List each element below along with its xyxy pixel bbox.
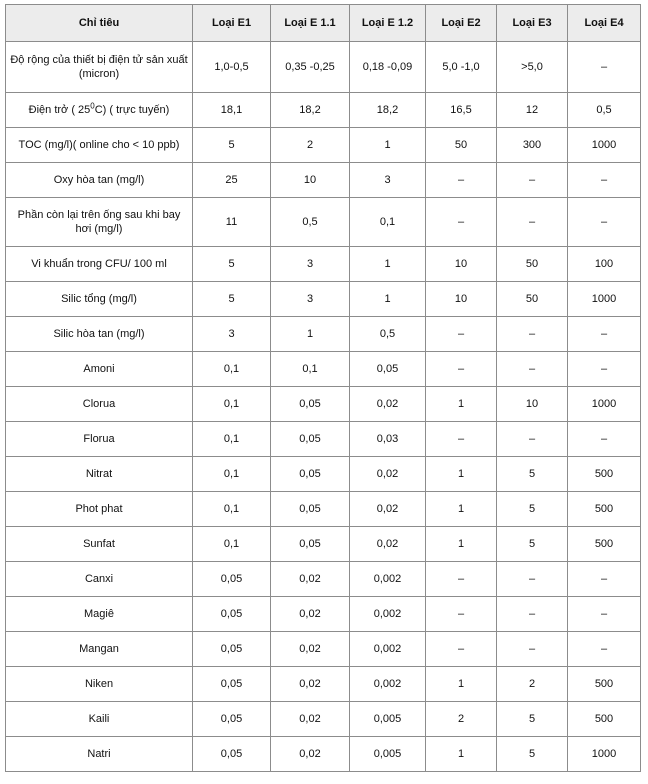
- value-cell: 0,05: [193, 562, 271, 597]
- value-cell: 1: [271, 317, 350, 352]
- value-cell: 1: [426, 457, 497, 492]
- parameter-name-cell: Clorua: [6, 387, 193, 422]
- parameter-name-cell: Amoni: [6, 352, 193, 387]
- value-cell: 5: [497, 737, 568, 772]
- value-cell: –: [568, 198, 641, 247]
- value-cell: 300: [497, 128, 568, 163]
- value-cell: –: [426, 163, 497, 198]
- value-cell: 1: [426, 527, 497, 562]
- value-cell: 0,002: [350, 632, 426, 667]
- value-cell: –: [426, 632, 497, 667]
- value-cell: 500: [568, 527, 641, 562]
- value-cell: –: [426, 562, 497, 597]
- water-quality-table-container: [5, 4, 641, 772]
- value-cell: 0,1: [193, 527, 271, 562]
- table-row: [6, 352, 641, 387]
- value-cell: 0,5: [271, 198, 350, 247]
- value-cell: 5: [497, 527, 568, 562]
- value-cell: 0,1: [193, 352, 271, 387]
- value-cell: 1000: [568, 282, 641, 317]
- value-cell: 0,03: [350, 422, 426, 457]
- parameter-name-part: C) ( trực tuyến): [94, 104, 170, 116]
- value-cell: –: [568, 562, 641, 597]
- value-cell: 2: [497, 667, 568, 702]
- table-row: [6, 457, 641, 492]
- table-row: [6, 42, 641, 93]
- value-cell: 0,02: [271, 597, 350, 632]
- value-cell: 0,1: [271, 352, 350, 387]
- value-cell: 0,02: [350, 387, 426, 422]
- value-cell: 25: [193, 163, 271, 198]
- value-cell: 0,05: [271, 492, 350, 527]
- value-cell: 5,0 -1,0: [426, 42, 497, 93]
- water-quality-table: [5, 4, 641, 772]
- header-cell: Loại E 1.2: [350, 5, 426, 42]
- table-row: [6, 562, 641, 597]
- parameter-name-cell: Oxy hòa tan (mg/l): [6, 163, 193, 198]
- value-cell: –: [497, 198, 568, 247]
- value-cell: 500: [568, 702, 641, 737]
- table-row: [6, 387, 641, 422]
- table-row: [6, 128, 641, 163]
- table-row: [6, 632, 641, 667]
- parameter-name-cell: Kaili: [6, 702, 193, 737]
- value-cell: –: [497, 422, 568, 457]
- value-cell: 11: [193, 198, 271, 247]
- value-cell: 0,005: [350, 737, 426, 772]
- value-cell: –: [568, 317, 641, 352]
- value-cell: 0,02: [350, 492, 426, 527]
- value-cell: –: [426, 597, 497, 632]
- value-cell: 3: [350, 163, 426, 198]
- value-cell: 0,02: [271, 632, 350, 667]
- header-row: [6, 5, 641, 42]
- value-cell: 0,1: [350, 198, 426, 247]
- value-cell: 1000: [568, 387, 641, 422]
- value-cell: 0,05: [271, 422, 350, 457]
- value-cell: 18,2: [271, 93, 350, 128]
- value-cell: –: [426, 422, 497, 457]
- parameter-name-cell: Sunfat: [6, 527, 193, 562]
- value-cell: 500: [568, 667, 641, 702]
- value-cell: 5: [497, 457, 568, 492]
- value-cell: 50: [497, 247, 568, 282]
- value-cell: 0,05: [193, 737, 271, 772]
- value-cell: 3: [193, 317, 271, 352]
- value-cell: 5: [193, 247, 271, 282]
- value-cell: 18,1: [193, 93, 271, 128]
- parameter-name-cell: Florua: [6, 422, 193, 457]
- parameter-name-cell: Nitrat: [6, 457, 193, 492]
- value-cell: 0,05: [271, 527, 350, 562]
- table-row: [6, 597, 641, 632]
- table-row: [6, 737, 641, 772]
- table-row: [6, 667, 641, 702]
- value-cell: 10: [426, 247, 497, 282]
- value-cell: 0,02: [271, 667, 350, 702]
- table-row: [6, 422, 641, 457]
- parameter-name-cell: Natri: [6, 737, 193, 772]
- value-cell: 2: [426, 702, 497, 737]
- parameter-name-cell: Vi khuẩn trong CFU/ 100 ml: [6, 247, 193, 282]
- value-cell: –: [568, 422, 641, 457]
- table-row: [6, 93, 641, 128]
- parameter-name-cell: Silic tổng (mg/l): [6, 282, 193, 317]
- value-cell: 0,05: [193, 702, 271, 737]
- value-cell: 0,05: [193, 632, 271, 667]
- value-cell: 0,02: [350, 527, 426, 562]
- value-cell: 1: [426, 492, 497, 527]
- header-cell: Loại E 1.1: [271, 5, 350, 42]
- value-cell: 0,05: [271, 387, 350, 422]
- value-cell: –: [497, 163, 568, 198]
- table-row: [6, 282, 641, 317]
- value-cell: –: [497, 597, 568, 632]
- header-cell: Loại E2: [426, 5, 497, 42]
- value-cell: –: [568, 632, 641, 667]
- value-cell: 0,05: [193, 597, 271, 632]
- value-cell: 5: [497, 702, 568, 737]
- value-cell: >5,0: [497, 42, 568, 93]
- value-cell: 50: [426, 128, 497, 163]
- value-cell: 0,02: [350, 457, 426, 492]
- value-cell: 0,1: [193, 422, 271, 457]
- table-row: [6, 163, 641, 198]
- value-cell: 0,1: [193, 387, 271, 422]
- header-cell: Loại E4: [568, 5, 641, 42]
- value-cell: 0,35 -0,25: [271, 42, 350, 93]
- value-cell: 5: [193, 128, 271, 163]
- value-cell: 1: [350, 247, 426, 282]
- value-cell: 5: [193, 282, 271, 317]
- value-cell: 1000: [568, 737, 641, 772]
- value-cell: –: [497, 317, 568, 352]
- value-cell: 0,005: [350, 702, 426, 737]
- value-cell: –: [426, 198, 497, 247]
- value-cell: 0,1: [193, 457, 271, 492]
- parameter-name-cell: Độ rộng của thiết bị điện tử sản xuất (micron): [6, 42, 193, 93]
- table-row: [6, 198, 641, 247]
- parameter-name-cell: [6, 93, 193, 128]
- parameter-name-cell: Mangan: [6, 632, 193, 667]
- value-cell: 10: [497, 387, 568, 422]
- value-cell: 0,05: [193, 667, 271, 702]
- parameter-name-cell: Silic hòa tan (mg/l): [6, 317, 193, 352]
- value-cell: 16,5: [426, 93, 497, 128]
- value-cell: 0,05: [350, 352, 426, 387]
- value-cell: 1: [350, 282, 426, 317]
- parameter-name-cell: Canxi: [6, 562, 193, 597]
- value-cell: 50: [497, 282, 568, 317]
- value-cell: 0,02: [271, 702, 350, 737]
- value-cell: 1000: [568, 128, 641, 163]
- table-row: [6, 247, 641, 282]
- value-cell: 0,18 -0,09: [350, 42, 426, 93]
- value-cell: 1: [426, 667, 497, 702]
- value-cell: 500: [568, 457, 641, 492]
- parameter-name-cell: TOC (mg/l)( online cho < 10 ppb): [6, 128, 193, 163]
- parameter-name-cell: Phot phat: [6, 492, 193, 527]
- value-cell: –: [568, 597, 641, 632]
- value-cell: 0,05: [271, 457, 350, 492]
- value-cell: 5: [497, 492, 568, 527]
- value-cell: 10: [271, 163, 350, 198]
- value-cell: 0,02: [271, 737, 350, 772]
- value-cell: 0,5: [350, 317, 426, 352]
- value-cell: 0,1: [193, 492, 271, 527]
- parameter-name-cell: Phần còn lại trên ống sau khi bay hơi (mg/l): [6, 198, 193, 247]
- value-cell: 0,002: [350, 667, 426, 702]
- parameter-name-cell: Niken: [6, 667, 193, 702]
- value-cell: –: [568, 163, 641, 198]
- value-cell: –: [426, 317, 497, 352]
- value-cell: –: [426, 352, 497, 387]
- value-cell: 0,002: [350, 597, 426, 632]
- value-cell: 0,002: [350, 562, 426, 597]
- value-cell: 10: [426, 282, 497, 317]
- table-row: [6, 527, 641, 562]
- value-cell: 100: [568, 247, 641, 282]
- value-cell: 500: [568, 492, 641, 527]
- value-cell: 2: [271, 128, 350, 163]
- value-cell: 0,5: [568, 93, 641, 128]
- value-cell: 18,2: [350, 93, 426, 128]
- value-cell: –: [568, 352, 641, 387]
- value-cell: 1,0-0,5: [193, 42, 271, 93]
- value-cell: 3: [271, 282, 350, 317]
- value-cell: 3: [271, 247, 350, 282]
- value-cell: 0,02: [271, 562, 350, 597]
- value-cell: 12: [497, 93, 568, 128]
- value-cell: –: [497, 352, 568, 387]
- value-cell: 1: [426, 737, 497, 772]
- header-cell: Loại E3: [497, 5, 568, 42]
- parameter-name-cell: Magiê: [6, 597, 193, 632]
- value-cell: –: [568, 42, 641, 93]
- parameter-name-part: Điện trở ( 25: [28, 104, 91, 116]
- header-cell: Chỉ tiêu: [6, 5, 193, 42]
- value-cell: –: [497, 562, 568, 597]
- value-cell: 1: [426, 387, 497, 422]
- header-cell: Loại E1: [193, 5, 271, 42]
- table-row: [6, 702, 641, 737]
- value-cell: –: [497, 632, 568, 667]
- table-row: [6, 317, 641, 352]
- temperature-degree-superscript: 0: [90, 101, 95, 111]
- value-cell: 1: [350, 128, 426, 163]
- table-row: [6, 492, 641, 527]
